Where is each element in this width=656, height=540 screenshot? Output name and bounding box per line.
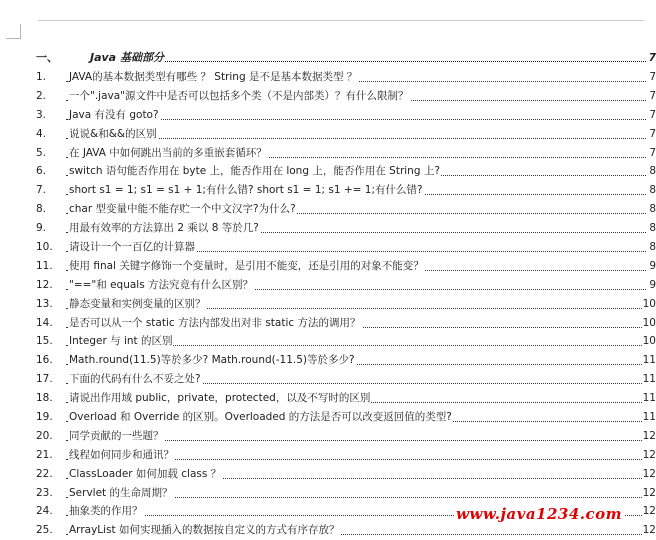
toc-entry-page: 7	[648, 106, 656, 125]
toc-entry-title: 一个".java"源文件中是否可以包括多个类（不是内部类）？有什么限制？	[69, 87, 410, 106]
toc-entry[interactable]	[36, 257, 656, 276]
toc-entry-number: 6.	[36, 165, 47, 178]
toc-entry-number: 13.	[36, 297, 53, 310]
toc-entry-number: 8.	[36, 203, 47, 216]
toc-entry-page: 7	[648, 87, 656, 106]
toc-entry-number: 12.	[36, 278, 53, 291]
toc-entry[interactable]	[36, 144, 656, 163]
toc-entry-title: 用最有效率的方法算出 2 乘以 8 等於几?	[69, 219, 260, 238]
toc-entry-page: 12	[642, 427, 656, 446]
toc-entry-page: 11	[642, 389, 656, 408]
toc-entry-number: 10.	[36, 241, 53, 254]
toc-entry-page: 8	[648, 219, 656, 238]
toc-entry-page: 7	[648, 68, 656, 87]
toc-entry[interactable]	[36, 87, 656, 106]
toc-entry[interactable]	[36, 408, 656, 427]
page-corner-mark	[6, 24, 21, 39]
toc-entry[interactable]	[36, 162, 656, 181]
toc-entry-title: Servlet 的生命周期？	[69, 484, 174, 503]
toc-entry[interactable]	[36, 219, 656, 238]
toc-entry-page: 8	[648, 200, 656, 219]
toc-entry-title: 使用 final 关键字修饰一个变量时，是引用不能变，还是引用的对象不能变？	[69, 257, 425, 276]
toc-entry-title: 同学贡献的一些题？	[69, 427, 165, 446]
toc-entry-number: 24.	[36, 505, 53, 518]
toc-entry[interactable]	[36, 68, 656, 87]
toc-entry-page: 11	[642, 351, 656, 370]
toc-entry-title: char 型变量中能不能存贮一个中文汉字?为什么?	[69, 200, 297, 219]
toc-entry-number: 9.	[36, 222, 47, 235]
toc-heading-page: 7	[648, 48, 656, 68]
toc-entry-page: 12	[642, 446, 656, 465]
toc-entry-title: 静态变量和实例变量的区别？	[69, 295, 207, 314]
toc-dot-leader	[96, 61, 646, 62]
toc-entry[interactable]	[36, 125, 656, 144]
toc-entry-title: ArrayList 如何实现插入的数据按自定义的方式有序存放？	[69, 521, 340, 540]
toc-entry[interactable]	[36, 446, 656, 465]
toc-entry-title: 在 JAVA 中如何跳出当前的多重嵌套循环？	[69, 144, 268, 163]
toc-entry-title: switch 语句能否作用在 byte 上，能否作用在 long 上，能否作用在 String 上?	[69, 162, 441, 181]
toc-entry-number: 20.	[36, 429, 53, 442]
toc-entry-title: "=="和 equals 方法究竟有什么区别？	[69, 276, 254, 295]
toc-entry-number: 14.	[36, 316, 53, 329]
toc-entry[interactable]	[36, 465, 656, 484]
toc-entry-title: short s1 = 1; s1 = s1 + 1;有什么错? short s1 = 1; s1 += 1;有什么错?	[69, 181, 424, 200]
toc-entry-title: ClassLoader 如何加载 class ？	[69, 465, 222, 484]
toc-entry-page: 8	[648, 181, 656, 200]
toc-entry-number: 25.	[36, 524, 53, 537]
toc-entry-title: JAVA的基本数据类型有哪些 ？ String 是不是基本数据类型 ？	[69, 68, 358, 87]
toc-entry-title: 下面的代码有什么不妥之处?	[69, 370, 202, 389]
toc-entry-number: 15.	[36, 335, 53, 348]
toc-entry-page: 10	[642, 314, 656, 333]
toc-entry-number: 2.	[36, 89, 47, 102]
toc-entry-page: 7	[648, 125, 656, 144]
toc-entry-title: Overload 和 Override 的区别。Overloaded 的方法是否可以改变返回值的类型?	[69, 408, 453, 427]
toc-entry-title: Math.round(11.5)等於多少? Math.round(-11.5)等於多少?	[69, 351, 356, 370]
toc-heading[interactable]	[36, 48, 656, 68]
toc-entry-title: 是否可以从一个 static 方法内部发出对非 static 方法的调用？	[69, 314, 362, 333]
toc-entry-page: 9	[648, 276, 656, 295]
toc-entry[interactable]	[36, 295, 656, 314]
toc-entry-title: 线程如何同步和通讯？	[69, 446, 175, 465]
toc-entry-page: 12	[642, 465, 656, 484]
toc-entry[interactable]	[36, 427, 656, 446]
toc-entry-page: 8	[648, 162, 656, 181]
toc-entry[interactable]	[36, 521, 656, 540]
toc-entry[interactable]	[36, 351, 656, 370]
toc-entry-number: 23.	[36, 486, 53, 499]
toc-entry[interactable]	[36, 200, 656, 219]
toc-entry-title: 抽象类的作用？	[69, 502, 144, 521]
toc-entry-number: 21.	[36, 448, 53, 461]
toc-entry[interactable]	[36, 332, 656, 351]
table-of-contents	[36, 48, 656, 540]
toc-entry-page: 11	[642, 408, 656, 427]
toc-entry-page: 11	[642, 370, 656, 389]
site-watermark: www.java1234.com	[456, 505, 623, 523]
toc-entry-number: 17.	[36, 373, 53, 386]
toc-entry-number: 16.	[36, 354, 53, 367]
toc-item-list	[36, 68, 656, 540]
toc-entry[interactable]	[36, 484, 656, 503]
toc-entry-title: Integer 与 int 的区别	[69, 332, 173, 351]
toc-entry-page: 10	[642, 332, 656, 351]
toc-entry-page: 12	[642, 502, 656, 521]
toc-entry-number: 1.	[36, 71, 47, 83]
toc-heading-number: 一、	[36, 51, 58, 64]
toc-entry-page: 7	[648, 144, 656, 163]
toc-entry-number: 3.	[36, 108, 47, 121]
toc-entry[interactable]	[36, 389, 656, 408]
toc-entry-number: 11.	[36, 259, 53, 272]
header-rule	[38, 20, 644, 21]
toc-entry[interactable]	[36, 276, 656, 295]
toc-entry[interactable]	[36, 314, 656, 333]
toc-entry-page: 12	[642, 484, 656, 503]
toc-entry-number: 19.	[36, 411, 53, 424]
toc-entry-page: 10	[642, 295, 656, 314]
toc-entry[interactable]	[36, 238, 656, 257]
toc-entry-number: 22.	[36, 467, 53, 480]
toc-entry-number: 7.	[36, 184, 47, 197]
toc-heading-title: Java 基础部分	[90, 48, 165, 68]
toc-entry-page: 9	[648, 257, 656, 276]
toc-entry-page: 8	[648, 238, 656, 257]
toc-entry-number: 18.	[36, 392, 53, 405]
toc-entry[interactable]	[36, 370, 656, 389]
toc-entry-title: 请设计一个一百亿的计算器	[69, 238, 196, 257]
toc-entry-number: 4.	[36, 127, 47, 140]
toc-entry-number: 5.	[36, 146, 47, 159]
toc-entry[interactable]	[36, 106, 656, 125]
toc-entry[interactable]	[36, 181, 656, 200]
toc-entry-title: 说说&和&&的区别	[69, 125, 158, 144]
toc-entry-page: 12	[642, 521, 656, 540]
toc-entry-title: Java 有没有 goto?	[69, 106, 160, 125]
toc-entry-title: 请说出作用域 public，private，protected，以及不写时的区别	[69, 389, 371, 408]
